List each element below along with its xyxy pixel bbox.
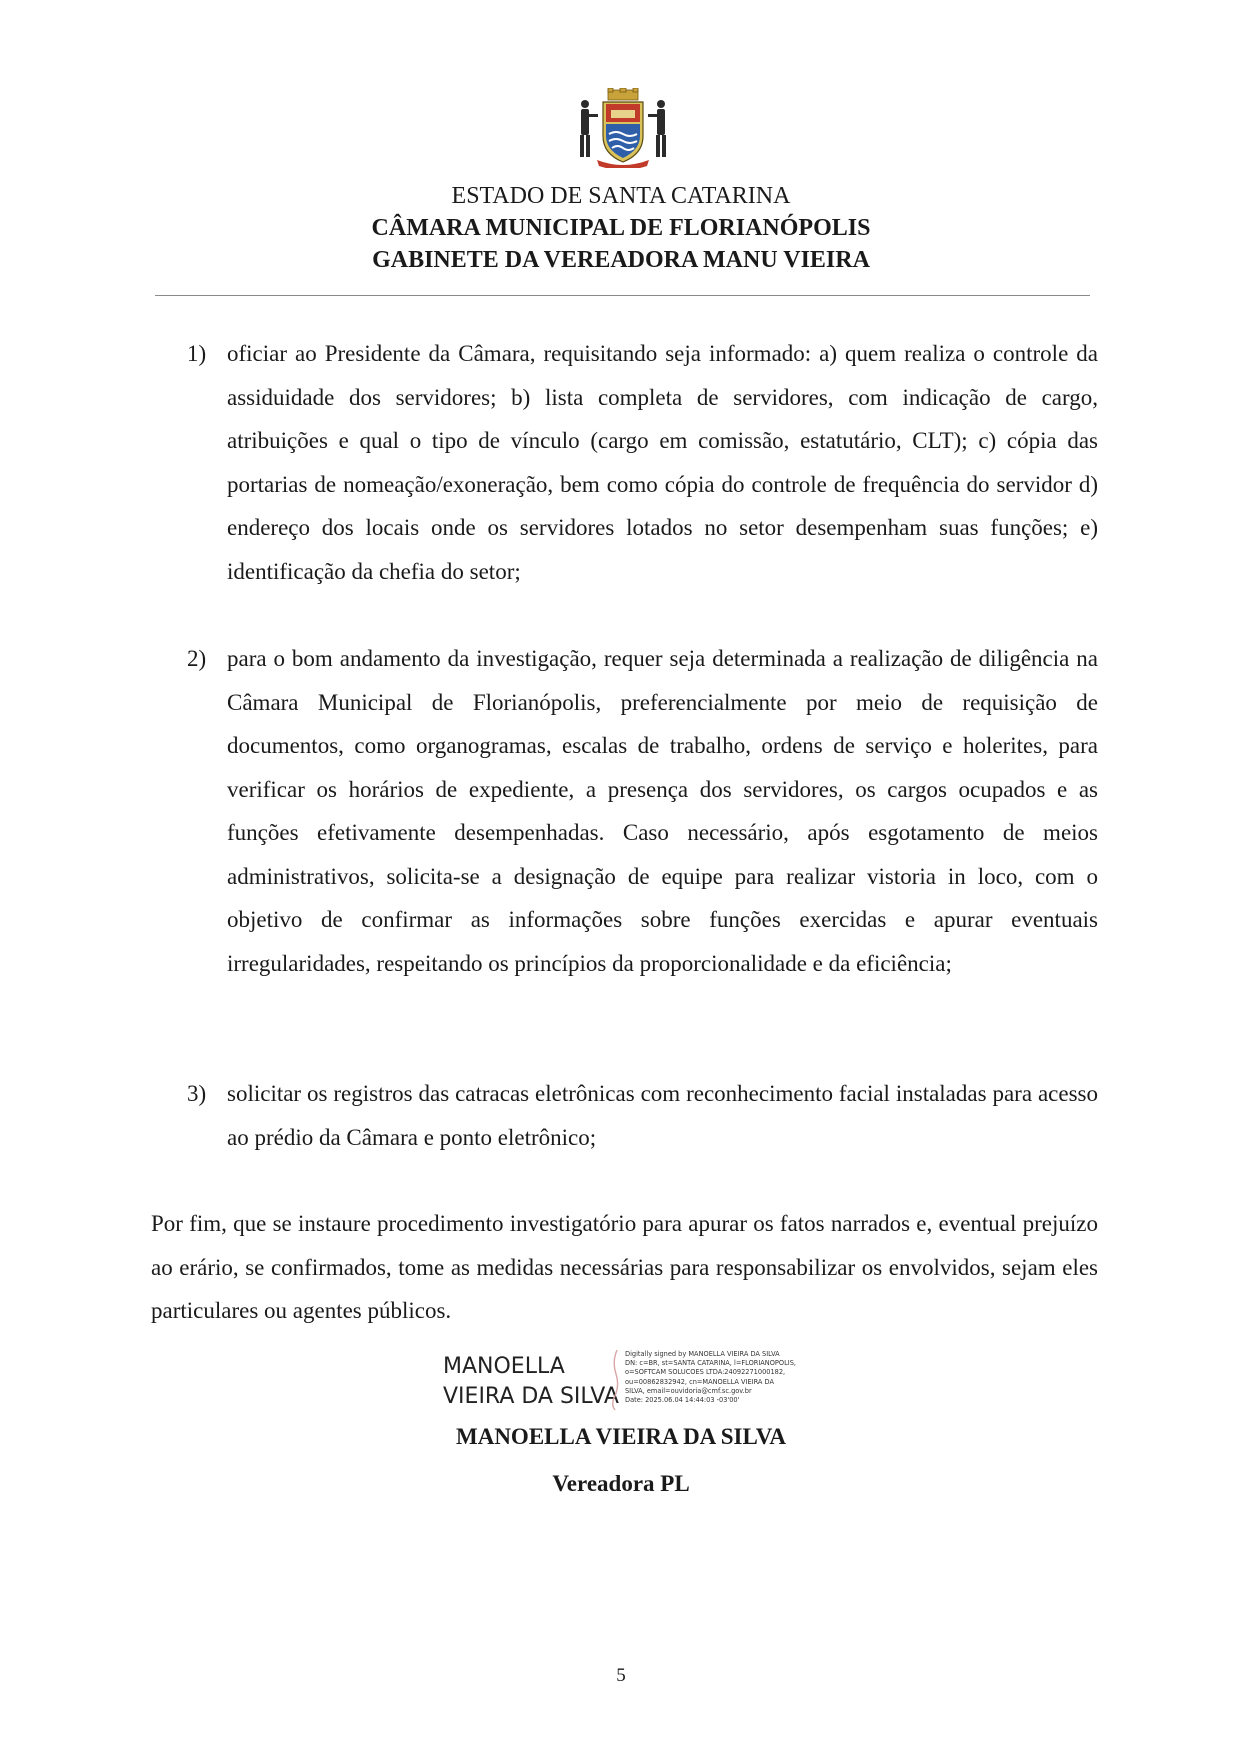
signer-name: MANOELLA VIEIRA DA SILVA (456, 1424, 786, 1449)
closing-paragraph: Por fim, que se instaure procedimento investigatório para apurar os fatos narrados e, eventual prejuízo ao erário, se confirmados, tome as medidas necessárias para responsabilizar os envolvidos, sejam eles particulares ou agentes públicos. (151, 1211, 1098, 1323)
digital-signature-detail-line: Date: 2025.06.04 14:44:03 -03'00' (625, 1396, 740, 1405)
request-item-3 (187, 1072, 1098, 1159)
header-state: ESTADO DE SANTA CATARINA (451, 183, 791, 209)
digital-signature-name (443, 1352, 619, 1412)
digital-signature-detail-line: DN: c=BR, st=SANTA CATARINA, l=FLORIANOPOLIS, (625, 1359, 796, 1368)
request-item-1 (187, 332, 1098, 593)
digital-signature-detail-line: SILVA, email=ouvidoria@cmf.sc.gov.br (625, 1386, 752, 1395)
coat-of-arms-icon (575, 88, 671, 168)
request-item-number: 2) (187, 646, 207, 671)
request-item-number: 1) (187, 341, 207, 366)
signer-role: Vereadora PL (552, 1471, 690, 1496)
digital-signature-detail-line: Digitally signed by MANOELLA VIEIRA DA SILVA (625, 1350, 780, 1358)
header-chamber: CÂMARA MUNICIPAL DE FLORIANÓPOLIS (371, 215, 871, 241)
digital-signature-details (625, 1350, 825, 1405)
signature-mark-icon (608, 1348, 622, 1412)
header-office: GABINETE DA VEREADORA MANU VIEIRA (372, 247, 870, 273)
digital-signature-stamp (443, 1352, 823, 1412)
digital-signature-name-line-2: VIEIRA DA SILVA (443, 1384, 619, 1409)
request-item-text: solicitar os registros das catracas eletrônicas com reconhecimento facial instaladas para acesso ao prédio da Câmara e ponto eletrônico; (227, 1081, 1098, 1150)
request-item-number: 3) (187, 1081, 207, 1106)
header-divider (155, 295, 1090, 296)
digital-signature-name-line-1: MANOELLA (443, 1354, 565, 1379)
document-header (0, 180, 1242, 276)
request-item-2 (187, 637, 1098, 985)
digital-signature-detail-line: o=SOFTCAM SOLUCOES LTDA:24092271000182, (625, 1368, 786, 1377)
request-item-text: oficiar ao Presidente da Câmara, requisitando seja informado: a) quem realiza o controle da assiduidade dos servidores; b) lista completa de servidores, com indicação de cargo, atribuições e qual o tipo de vínculo (cargo em comissão, estatutário, CLT); c) cópia das portarias de nomeação/exoneração, bem como cópia do controle de frequência do servidor d) endereço dos locais onde os servidores lotados no setor desempenham suas funções; e) identificação da chefia do setor; (227, 341, 1098, 584)
request-item-text: para o bom andamento da investigação, requer seja determinada a realização de diligência na Câmara Municipal de Florianópolis, preferencialmente por meio de requisição de documentos, como organogramas, escalas de trabalho, ordens de serviço e holerites, para verificar os horários de expediente, a presença dos servidores, os cargos ocupados e as funções efetivamente desempenhadas. Caso necessário, após esgotamento de meios administrativos, solicita-se a designação de equipe para realizar vistoria in loco, com o objetivo de confirmar as informações sobre funções exercidas e apurar eventuais irregularidades, respeitando os princípios da proporcionalidade e da eficiência; (227, 646, 1098, 976)
page-number: 5 (616, 1665, 626, 1686)
digital-signature-detail-line: ou=00862832942, cn=MANOELLA VIEIRA DA (625, 1377, 774, 1386)
